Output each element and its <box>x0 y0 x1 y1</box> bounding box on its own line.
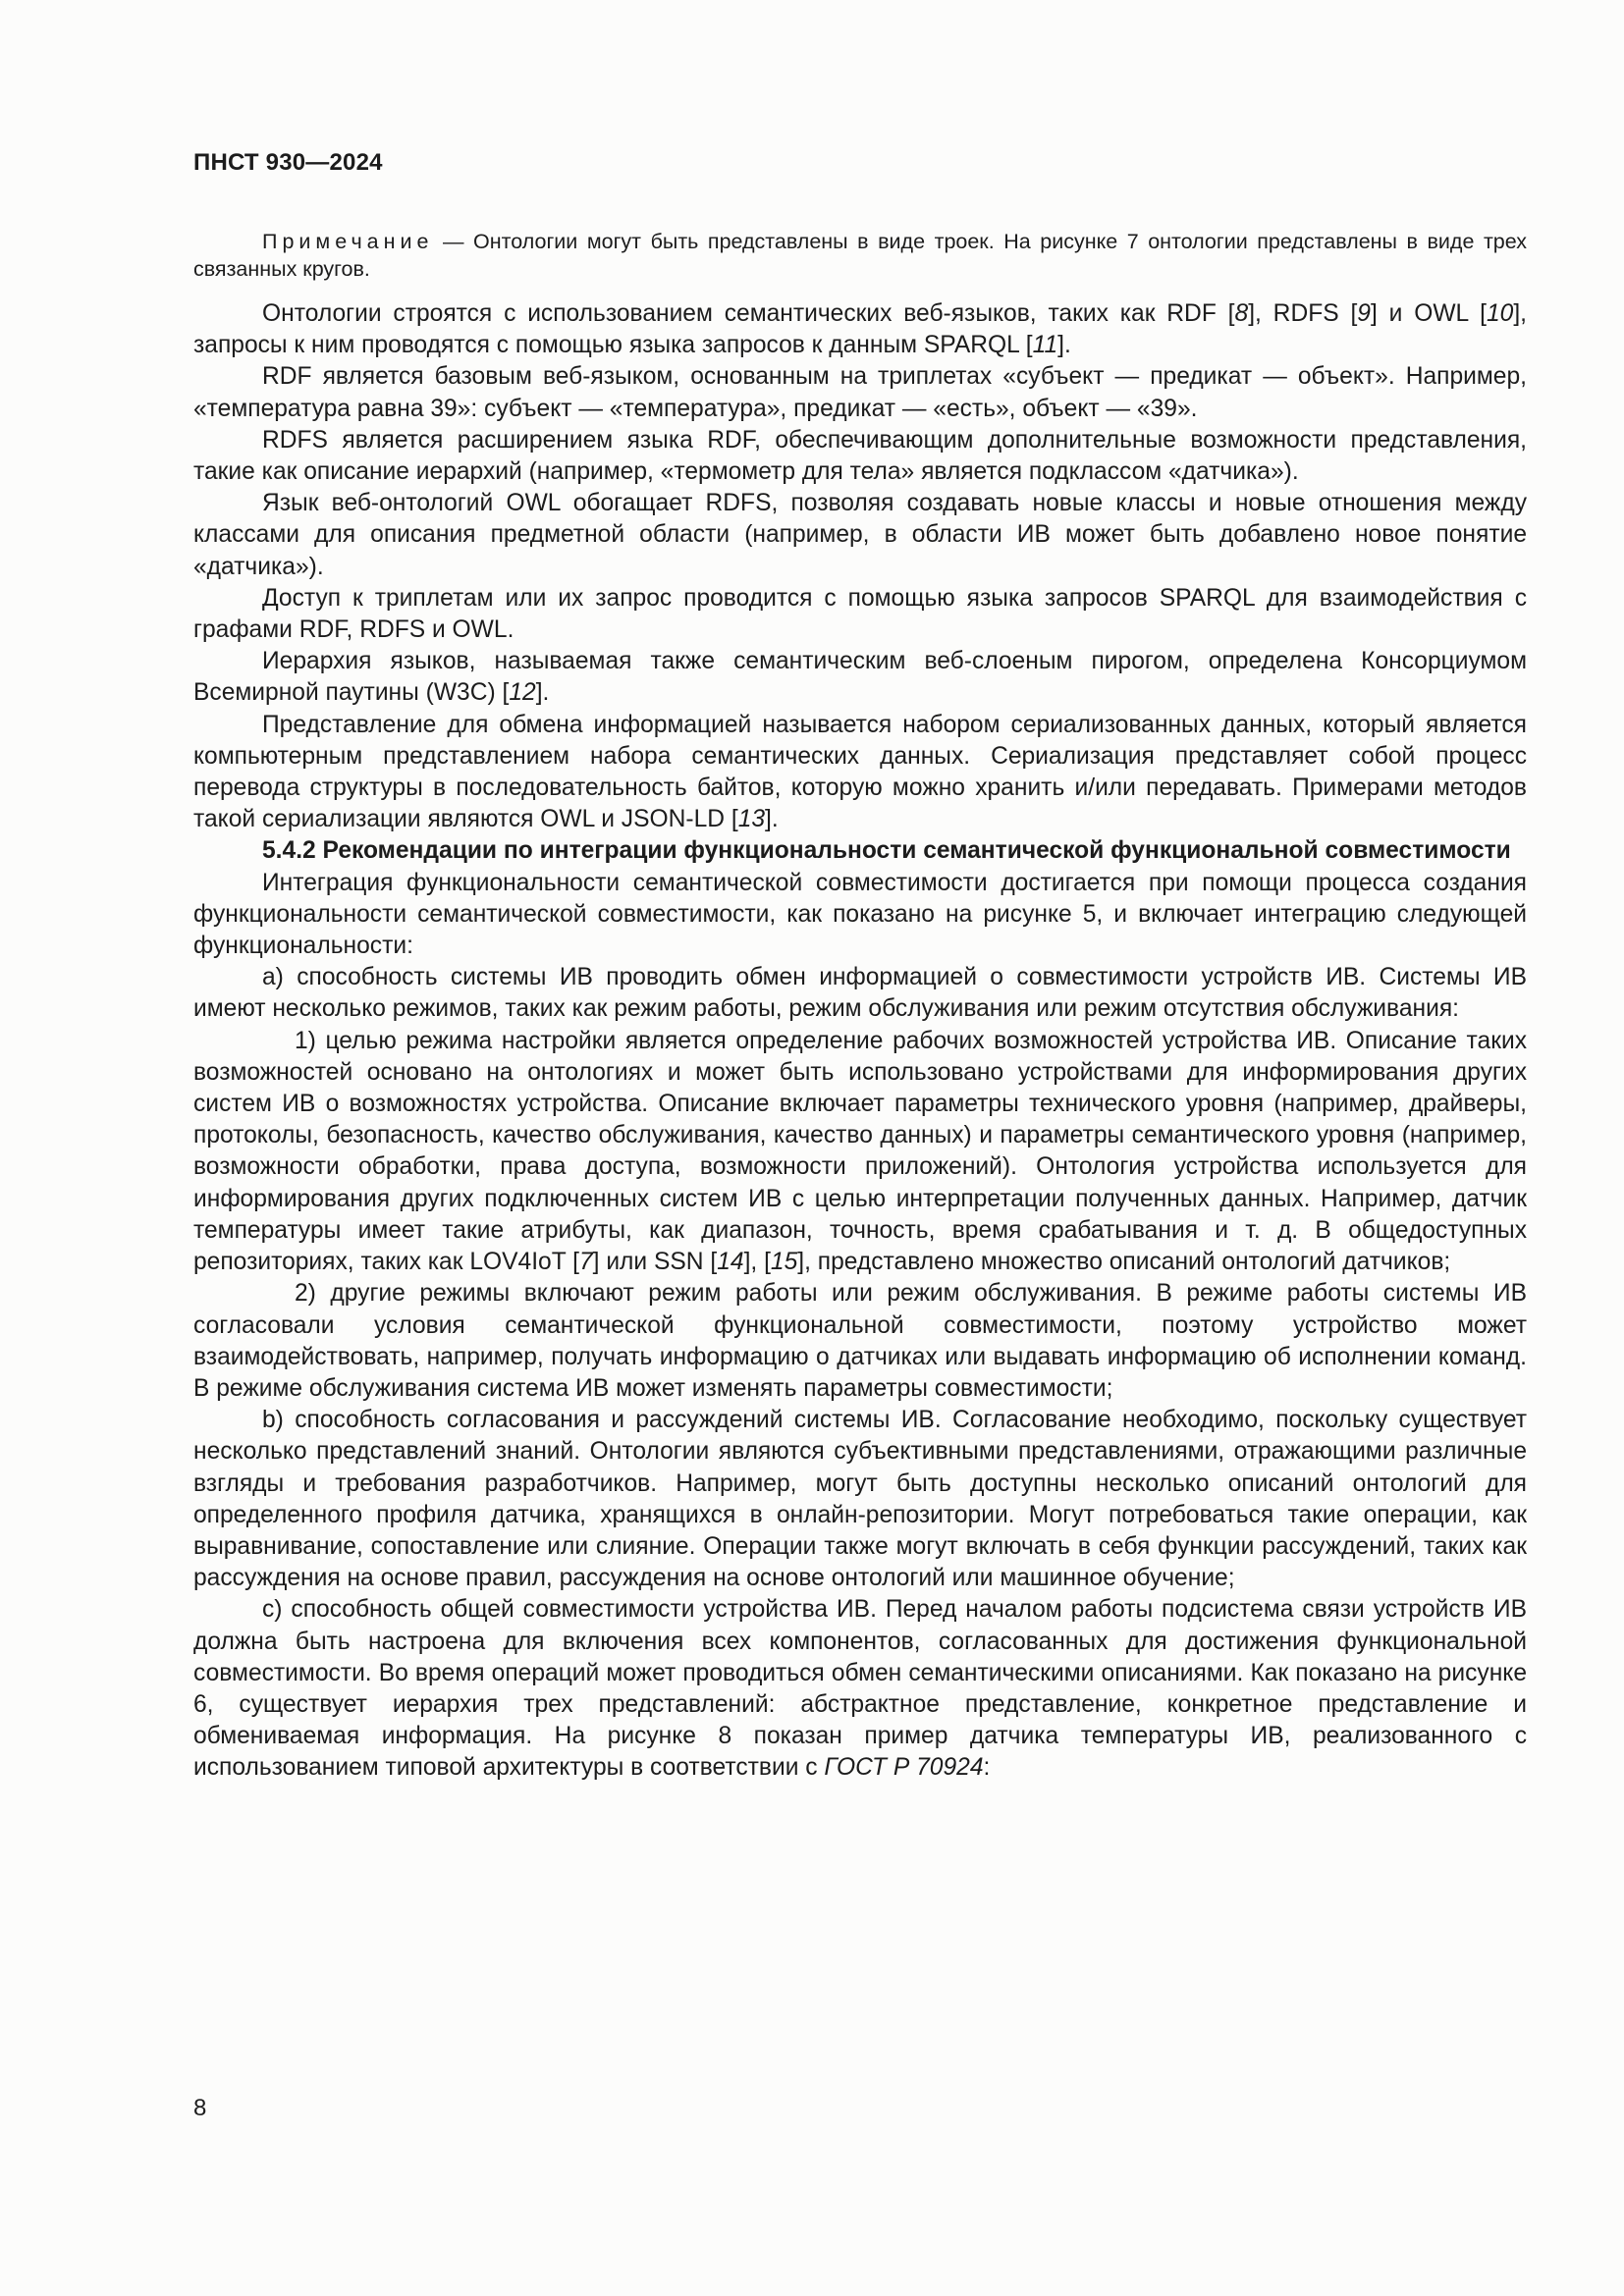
paragraph-integration: Интеграция функциональности семантической совместимости достигается при помощи процесса создания функциональности семантической совместимости, как показано на рисунке 5, и включает интеграцию следующей функциональности: <box>193 869 1527 960</box>
document-code: ПНСТ 930—2024 <box>193 149 383 176</box>
list-item-b: b) способность согласования и рассуждений системы ИВ. Согласование необходимо, поскольку существует несколько представлений знаний. Онтологии являются субъективными представлениями, отражающими различные взгляды и требования разработчиков. Например, могут быть доступны несколько описаний онтологий для определенного профиля датчика, хранящихся в онлайн-репозитории. Могут потребоваться такие операции, как выравнивание, сопоставление или слияние. Операции также могут включать в себя функции рассуждений, таких как рассуждения на основе правил, рассуждения на основе онтологий или машинное обучение; <box>193 1407 1527 1592</box>
paragraph-rdfs: RDFS является расширением языка RDF, обеспечивающим дополнительные возможности представления, такие как описание иерархий (например, «термометр для тела» является подклассом «датчика»). <box>193 426 1527 486</box>
paragraph-serialization <box>193 710 1527 836</box>
paragraph-rdf: RDF является базовым веб-языком, основанным на триплетах «субъект — предикат — объект». Например, «температура равна 39»: субъект — «температура», предикат — «есть», объект — «39». <box>193 363 1527 422</box>
page-body <box>193 228 1527 1785</box>
reference: 8 <box>1234 300 1249 327</box>
reference: 7 <box>578 1249 593 1276</box>
text-run: ], представлено множество описаний онтологий датчиков; <box>797 1249 1451 1276</box>
reference: 14 <box>717 1249 744 1276</box>
text-run: ] и OWL [ <box>1370 300 1487 327</box>
list-item-c <box>193 1594 1527 1784</box>
text-run: ] или SSN [ <box>592 1249 718 1276</box>
paragraph-hierarchy <box>193 646 1527 709</box>
text-run: ]. <box>765 806 779 833</box>
text-run: 1) целью режима настройки является определение рабочих возможностей устройства ИВ. Описание таких возможностей основано на онтологиях и может быть использовано устройствами для информирования других систем ИВ о возможностях устройства. Описание включает параметры технического уровня (например, драйверы, протоколы, безопасность, качество обслуживания, качество данных) и параметры семантического уровня (например, возможности обработки, права доступа, возможности приложений). Онтология устройства используется для информирования других подключенных систем ИВ с целью интерпретации полученных данных. Например, датчик температуры имеет такие атрибуты, как диапазон, точность, время срабатывания и т. д. В общедоступных репозиториях, таких как LOV4IoT [ <box>193 1027 1527 1276</box>
text-run: ], RDFS [ <box>1248 300 1358 327</box>
standard-reference: ГОСТ Р 70924 <box>824 1754 984 1782</box>
text-run: c) способность общей совместимости устройства ИВ. Перед началом работы подсистема связи устройств ИВ должна быть настроена для включения всех компонентов, согласованных для достижения функциональной совместимости. Во время операций может проводиться обмен семантическими описаниями. Как показано на рисунке 6, существует иерархия трех представлений: абстрактное представление, конкретное представление и обмениваемая информация. На рисунке 8 показан пример датчика температуры ИВ, реализованного с использованием типовой архитектуры в соответствии с <box>193 1596 1527 1782</box>
list-item-a2: 2) другие режимы включают режим работы или режим обслуживания. В режиме работы системы ИВ согласовали условия семантической функциональной совместимости, поэтому устройство может взаимодействовать, например, получать информацию о датчиках или выдавать информацию об исполнении команд. В режиме обслуживания система ИВ может изменять параметры совместимости; <box>193 1280 1527 1402</box>
reference: 9 <box>1357 300 1371 327</box>
page-number: 8 <box>193 2095 207 2121</box>
note-paragraph <box>193 228 1527 283</box>
text-run: Онтологии строятся с использованием семантических веб-языков, таких как RDF [ <box>262 300 1235 327</box>
reference: 12 <box>509 679 536 707</box>
list-item-a: a) способность системы ИВ проводить обмен информацией о совместимости устройств ИВ. Системы ИВ имеют несколько режимов, таких как режим работы, режим обслуживания или режим отсутствия обслуживания: <box>193 964 1527 1023</box>
paragraph-owl: Язык веб-онтологий OWL обогащает RDFS, позволяя создавать новые классы и новые отношения между классами для описания предметной области (например, в области ИВ может быть добавлено новое понятие «датчика»). <box>193 490 1527 580</box>
paragraph-sparql: Доступ к триплетам или их запрос проводится с помощью языка запросов SPARQL для взаимодействия с графами RDF, RDFS и OWL. <box>193 584 1527 644</box>
text-run: ], [ <box>743 1249 771 1276</box>
list-item-a1 <box>193 1026 1527 1279</box>
text-run: : <box>983 1754 991 1782</box>
reference: 11 <box>1032 332 1058 359</box>
text-run: ]. <box>535 679 550 707</box>
text-run: ]. <box>1057 332 1071 359</box>
note-text: — Онтологии могут быть представлены в виде троек. На рисунке 7 онтологии представлены в виде трех связанных кругов. <box>193 230 1527 281</box>
section-heading: 5.4.2 Рекомендации по интеграции функциональности семантической функциональной совместимости <box>262 837 1511 865</box>
note-label: Примечание <box>262 230 434 253</box>
reference: 15 <box>770 1249 798 1276</box>
reference: 13 <box>737 806 766 833</box>
text-run: Представление для обмена информацией называется набором сериализованных данных, который является компьютерным представлением набора семантических данных. Сериализация представляет собой процесс перевода структуры в последовательность байтов, которую можно хранить и/или передавать. Примерами методов такой сериализации являются OWL и JSON-LD [ <box>193 711 1527 833</box>
paragraph-ontology-languages <box>193 298 1527 361</box>
reference: 10 <box>1486 300 1514 327</box>
text-run: ], запросы к ним проводятся с помощью языка запросов к данным SPARQL [ <box>193 300 1527 359</box>
text-run: Иерархия языков, называемая также семантическим веб-слоеным пирогом, определена Консорциумом Всемирной паутины (W3C) [ <box>193 648 1527 707</box>
